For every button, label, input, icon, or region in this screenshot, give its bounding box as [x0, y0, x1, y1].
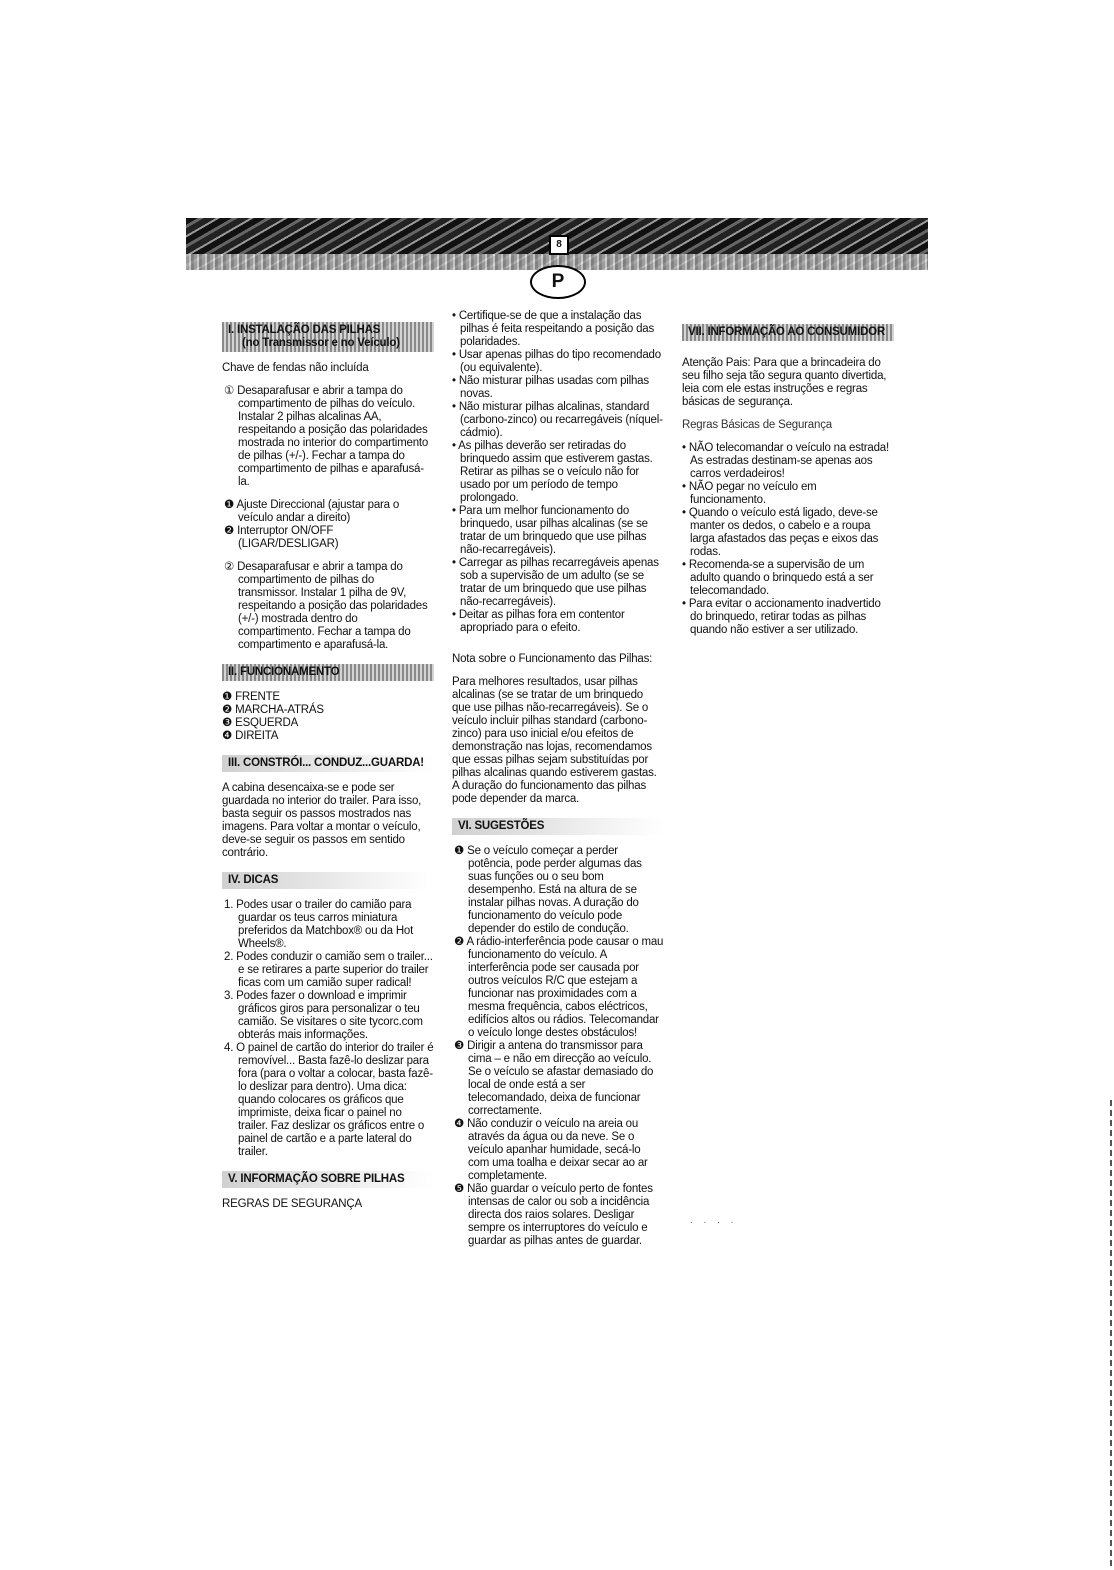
list-item: ❹ DIREITA: [222, 730, 279, 742]
list-item: ❹ Não conduzir o veículo na areia ou através da água ou da neve. Se o veículo apanhar humidade, secá-lo com uma toalha e deixar secar ao ar completamente.: [454, 1118, 648, 1182]
list-item: ❶ FRENTE: [222, 691, 280, 703]
section-title-build: III. CONSTRÓI... CONDUZ...GUARDA!: [222, 755, 434, 772]
page-number: 8: [549, 235, 569, 255]
list-item: 2. Podes conduzir o camião sem o trailer... e se retirares a parte superior do trailer ficas com um camião super radical!: [224, 951, 433, 989]
list-item: 4. O painel de cartão do interior do trailer é removível... Basta fazê-lo deslizar para fora (para o voltar a colocar, basta fazê-lo deslizar para dentro). Uma dica: quando colocares os gráficos que imprimiste, deixa ficar o painel no trailer. Faz deslizar os gráficos entre o painel de cartão e a parte lateral do trailer.: [224, 1042, 434, 1158]
section-title-text: I. INSTALAÇÃO DAS PILHAS: [228, 324, 381, 336]
scan-dots: . . . .: [690, 1215, 738, 1226]
list-item: • Não misturar pilhas alcalinas, standard (carbono-zinco) ou recarregáveis (níquel-cádmio).: [452, 401, 663, 439]
language-badge: P: [530, 265, 586, 299]
build-text: A cabina desencaixa-se e pode ser guardada no interior do trailer. Para isso, basta seguir os passos mostrados nas imagens. Para voltar a montar o veículo, deve-se seguir os passos em sentido contrário.: [222, 782, 422, 859]
list-item: ❶ Se o veículo começar a perder potência, pode perder algumas das suas funções ou o seu bom desempenho. Está na altura de se instalar pilhas novas. A duração do funcionamento do veículo pode depender do estilo de condução.: [454, 845, 642, 935]
list-item: ❺ Não guardar o veículo perto de fontes intensas de calor ou sob a incidência directa dos raios solares. Desligar sempre os interruptores do veículo e guardar as pilhas antes de guardar.: [454, 1183, 653, 1247]
list-item: • Recomenda-se a supervisão de um adulto quando o brinquedo está a ser telecomandado.: [682, 559, 874, 597]
section-title-suggestions: VI. SUGESTÕES: [452, 818, 664, 835]
rules-title: Regras Básicas de Segurança: [682, 419, 832, 431]
list-item: ❸ Dirigir a antena do transmissor para cima – e não em direcção ao veículo. Se o veículo se afastar demasiado do local de onde está a ser telecomandado, deixa de funcionar correctamente.: [454, 1040, 654, 1117]
section-title-consumer-info: VII. INFORMAÇÃO AO CONSUMIDOR: [682, 324, 894, 341]
section-title-battery-install: [222, 322, 434, 352]
list-item: • Para um melhor funcionamento do brinquedo, usar pilhas alcalinas (se se tratar de um brinquedo que use pilhas não-recarregáveis).: [452, 505, 648, 556]
list-item: • Carregar as pilhas recarregáveis apenas sob a supervisão de um adulto (se se tratar de um brinquedo que use pilhas não-recarregáveis).: [452, 557, 659, 608]
list-item: • Quando o veículo está ligado, deve-se manter os dedos, o cabelo e a roupa larga afastados das peças e eixos das rodas.: [682, 507, 879, 558]
note-text: Para melhores resultados, usar pilhas alcalinas (se se tratar de um brinquedo que use pilhas não-recarregáveis). Se o veículo incluir pilhas standard (carbono-zinco) para uso inicial e/ou efeitos de demonstração nas lojas, recomendamos que essas pilhas sejam substituídas por pilhas alcalinas quando estiverem gastas. A duração do funcionamento das pilhas pode depender da marca.: [452, 676, 657, 805]
parents-intro: Atenção Pais: Para que a brincadeira do seu filho seja tão segura quanto divertida, leia com ele estas instruções e regras básicas de segurança.: [682, 357, 887, 408]
list-item: ❷ A rádio-interferência pode causar o mau funcionamento do veículo. A interferência pode ser causada por outros veículos R/C que estejam a funcionar nas proximidades com a mesma frequência, cabos eléctricos, edifícios altos ou rádios. Telecomandar o veículo longe destes obstáculos!: [454, 936, 664, 1039]
list-item: • NÃO pegar no veículo em funcionamento.: [682, 481, 817, 506]
steering-adjust: ❶ Ajuste Direccional (ajustar para o veículo andar a direito): [224, 499, 400, 524]
power-switch: ❷ Interruptor ON/OFF (LIGAR/DESLIGAR): [224, 525, 339, 550]
column-3: [682, 310, 894, 637]
list-item: • Certifique-se de que a instalação das pilhas é feita respeitando a posição das polaridades.: [452, 310, 655, 348]
section-title-battery-info: V. INFORMAÇÃO SOBRE PILHAS: [222, 1171, 434, 1188]
list-item: ❷ MARCHA-ATRÁS: [222, 704, 324, 716]
safety-rules-heading: REGRAS DE SEGURANÇA: [222, 1198, 362, 1210]
section-title-tips: IV. DICAS: [222, 872, 434, 889]
list-item: ❸ ESQUERDA: [222, 717, 299, 729]
column-2: [452, 310, 664, 1248]
list-item: 1. Podes usar o trailer do camião para guardar os teus carros miniatura preferidos da Matchbox® ou da Hot Wheels®.: [224, 899, 414, 950]
scan-edge-mark: [1110, 1100, 1112, 1570]
note-title: Nota sobre o Funcionamento das Pilhas:: [452, 653, 653, 665]
list-item: 3. Podes fazer o download e imprimir gráficos giros para personalizar o teu camião. Se visitares o site tycorc.com obterás mais informações.: [224, 990, 423, 1041]
column-1: [222, 310, 434, 1221]
list-item: • Para evitar o accionamento inadvertido do brinquedo, retirar todas as pilhas quando não estiver a ser utilizado.: [682, 598, 881, 636]
list-item: • Usar apenas pilhas do tipo recomendado (ou equivalente).: [452, 349, 661, 374]
list-item: • Deitar as pilhas fora em contentor apropriado para o efeito.: [452, 609, 625, 634]
section-title-operation: II. FUNCIONAMENTO: [222, 664, 434, 681]
list-item: • NÃO telecomandar o veículo na estrada! As estradas destinam-se apenas aos carros verdadeiros!: [682, 442, 889, 480]
tool-note: Chave de fendas não incluída: [222, 362, 369, 374]
install-step-1: ① Desaparafusar e abrir a tampa do compartimento de pilhas do veículo. Instalar 2 pilhas alcalinas AA, respeitando a posição das polaridades mostrada no interior do compartimento de pilhas (+/-). Fechar a tampa do compartimento de pilhas e aparafusá-la.: [224, 385, 429, 488]
list-item: • As pilhas deverão ser retiradas do brinquedo assim que estiverem gastas. Retirar as pilhas se o veículo não for usado por um período de tempo prolongado.: [452, 440, 653, 504]
operation-list: [222, 691, 434, 743]
install-step-2: ② Desaparafusar e abrir a tampa do compartimento de pilhas do transmissor. Instalar 1 pilha de 9V, respeitando a posição das polaridades (+/-) mostrada dentro do compartimento. Fechar a tampa do compartimento e aparafusá-la.: [224, 561, 428, 651]
section-subtitle: (no Transmissor e no Veículo): [242, 337, 400, 349]
list-item: • Não misturar pilhas usadas com pilhas novas.: [452, 375, 649, 400]
